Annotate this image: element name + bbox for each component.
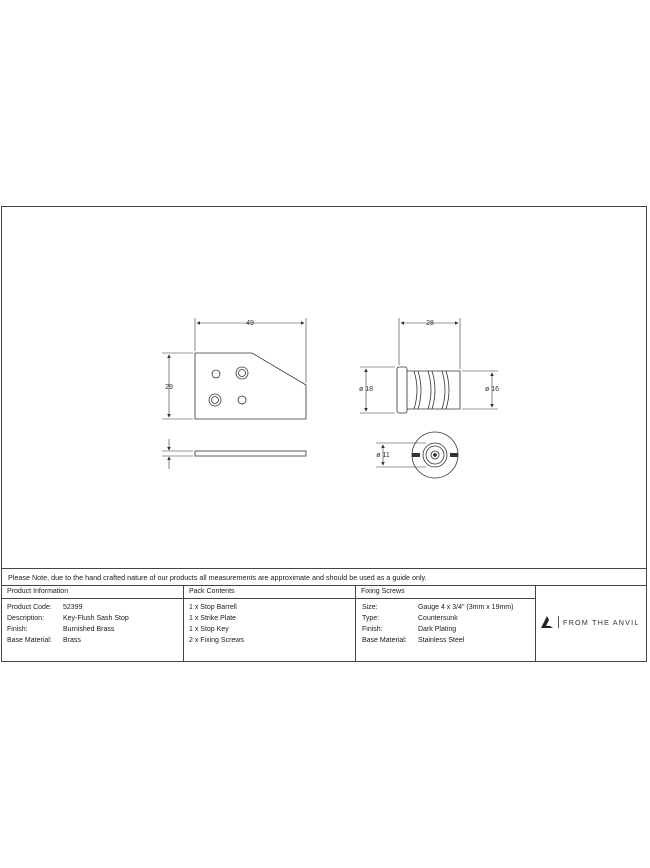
info-row: Product Code: 52399 bbox=[7, 604, 83, 611]
dim-label-d16: ø 16 bbox=[484, 386, 500, 393]
product-information-header: Product Information bbox=[2, 586, 183, 599]
pack-item: 1 x Stop Key bbox=[189, 626, 229, 633]
info-row: Base Material: Brass bbox=[7, 637, 81, 644]
dim-label-29: 29 bbox=[165, 384, 173, 391]
technical-drawing bbox=[2, 207, 648, 567]
barrel-side bbox=[397, 367, 460, 413]
logo-divider bbox=[558, 616, 559, 628]
pack-item: 1 x Strike Plate bbox=[189, 615, 237, 622]
drawing-sheet bbox=[1, 206, 647, 662]
measurement-note: Please Note, due to the hand crafted nature of our products all measurements are approximate and should be used as a guide only. bbox=[2, 568, 646, 586]
pack-item: 2 x Fixing Screws bbox=[189, 637, 244, 644]
fixing-screws-header: Fixing Screws bbox=[356, 586, 535, 599]
info-row: Description: Key-Flush Sash Stop bbox=[7, 615, 129, 622]
brand-logo bbox=[540, 611, 644, 633]
pack-contents-panel bbox=[184, 586, 356, 661]
strike-plate-side bbox=[162, 439, 306, 469]
screw-row: Finish: Dark Plating bbox=[362, 626, 457, 633]
product-information-panel bbox=[2, 586, 184, 661]
dim-label-49: 49 bbox=[246, 320, 254, 327]
anvil-a-logo-icon bbox=[540, 615, 554, 629]
fixing-screws-panel bbox=[356, 586, 536, 661]
barrel-end bbox=[412, 432, 458, 478]
brand-name: FROM THE ANVIL bbox=[563, 617, 640, 627]
strike-plate-front bbox=[195, 353, 306, 419]
screw-row: Size: Gauge 4 x 3/4" (3mm x 19mm) bbox=[362, 604, 514, 611]
dim-label-28: 28 bbox=[426, 320, 434, 327]
screw-row: Type: Countersunk bbox=[362, 615, 458, 622]
pack-item: 1 x Stop Barrell bbox=[189, 604, 237, 611]
pack-contents-header: Pack Contents bbox=[184, 586, 355, 599]
dim-plate-width bbox=[195, 318, 306, 383]
dim-label-d11: ø 11 bbox=[376, 452, 390, 459]
info-row: Finish: Burnished Brass bbox=[7, 626, 115, 633]
dim-label-d18: ø 18 bbox=[358, 386, 374, 393]
screw-row: Base Material: Stainless Steel bbox=[362, 637, 465, 644]
